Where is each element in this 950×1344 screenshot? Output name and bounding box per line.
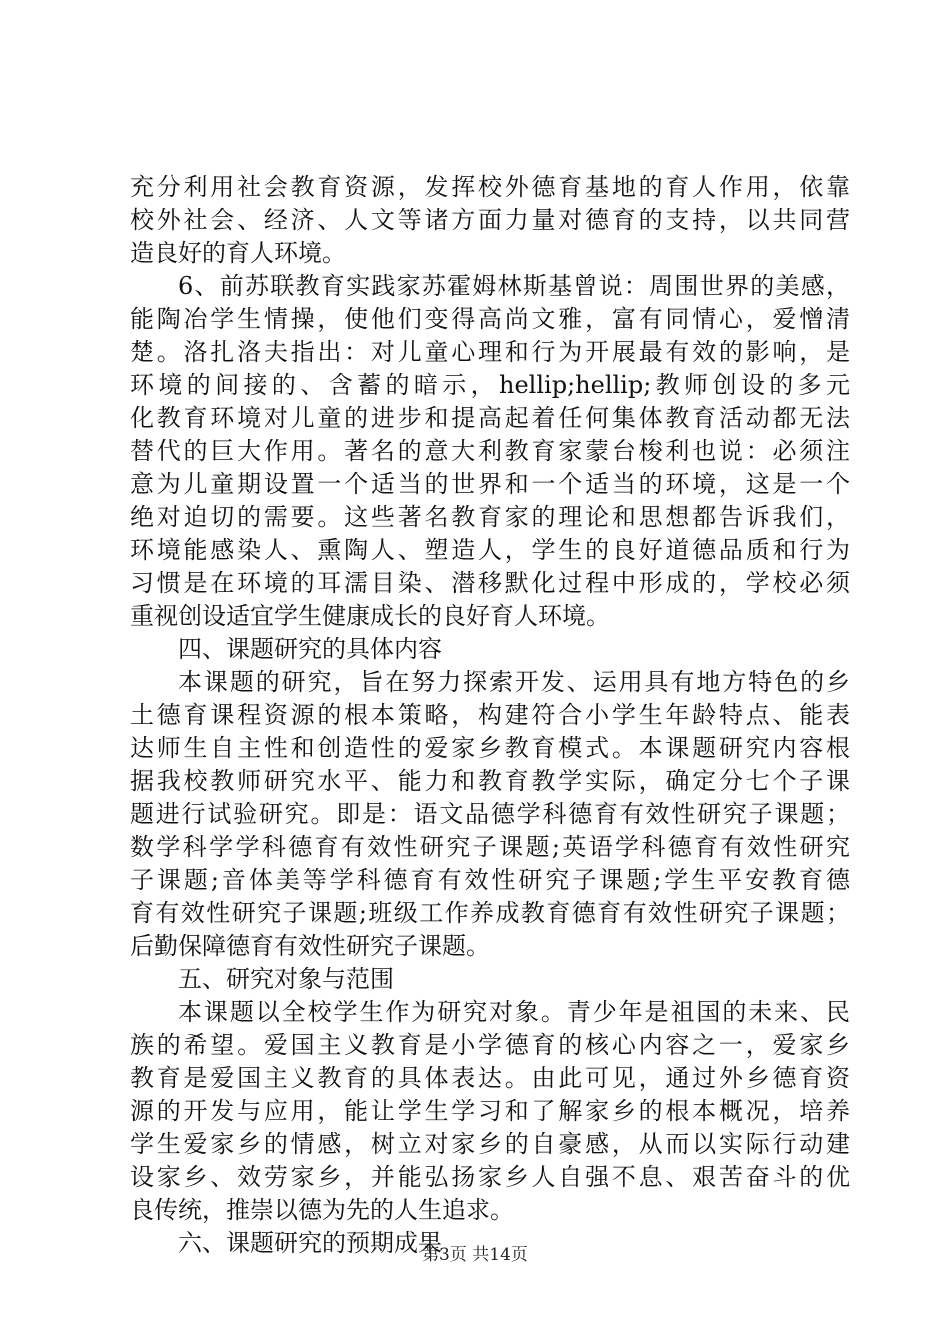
text-line: 习惯是在环境的耳濡目染、潜移默化过程中形成的，学校必须 xyxy=(130,569,850,597)
text-line: 教育是爱国主义教育的具体表达。由此可见，通过外乡德育资 xyxy=(130,1064,850,1092)
text-line: 造良好的育人环境。 xyxy=(130,239,346,267)
text-line: 良传统，推崇以德为先的人生追求。 xyxy=(130,1196,514,1224)
text-line: 能陶冶学生情操，使他们变得高尚文雅，富有同情心，爱憎清 xyxy=(130,305,850,333)
text-line: 充分利用社会教育资源，发挥校外德育基地的育人作用，依靠 xyxy=(130,173,850,201)
text-line: 据我校教师研究水平、能力和教育教学实际，确定分七个子课 xyxy=(130,767,850,795)
text-line: 数学科学学科德育有效性研究子课题;英语学科德育有效性研究 xyxy=(130,833,850,861)
text-line: 土德育课程资源的根本策略，构建符合小学生年龄特点、能表 xyxy=(130,701,850,729)
text-line: 设家乡、效劳家乡，并能弘扬家乡人自强不息、艰苦奋斗的优 xyxy=(130,1163,850,1191)
page-number-footer: 第3页 共14页 xyxy=(422,1245,528,1265)
text-line: 学生爱家乡的情感，树立对家乡的自豪感，从而以实际行动建 xyxy=(130,1130,850,1158)
text-line: 6、前苏联教育实践家苏霍姆林斯基曾说：周围世界的美感， xyxy=(178,272,850,300)
section-heading: 六、课题研究的预期成果 xyxy=(178,1229,442,1257)
text-line: 本课题以全校学生作为研究对象。青少年是祖国的未来、民 xyxy=(178,998,850,1026)
text-line: 校外社会、经济、人文等诸方面力量对德育的支持，以共同营 xyxy=(130,206,850,234)
text-line: 族的希望。爱国主义教育是小学德育的核心内容之一，爱家乡 xyxy=(130,1031,850,1059)
text-line: 源的开发与应用，能让学生学习和了解家乡的根本概况，培养 xyxy=(130,1097,850,1125)
text-line: 绝对迫切的需要。这些著名教育家的理论和思想都告诉我们， xyxy=(130,503,850,531)
document-body xyxy=(130,171,850,1260)
text-line: 后勤保障德育有效性研究子课题。 xyxy=(130,932,490,960)
section-heading: 四、课题研究的具体内容 xyxy=(178,635,442,663)
text-line: 环境的间接的、含蓄的暗示，hellip;hellip;教师创设的多元 xyxy=(130,371,850,399)
text-line: 替代的巨大作用。著名的意大利教育家蒙台梭利也说：必须注 xyxy=(130,437,850,465)
text-line: 子课题;音体美等学科德育有效性研究子课题;学生平安教育德 xyxy=(130,866,850,894)
text-line: 环境能感染人、熏陶人、塑造人，学生的良好道德品质和行为 xyxy=(130,536,850,564)
text-line: 达师生自主性和创造性的爱家乡教育模式。本课题研究内容根 xyxy=(130,734,850,762)
text-line: 化教育环境对儿童的进步和提高起着任何集体教育活动都无法 xyxy=(130,404,850,432)
text-line: 重视创设适宜学生健康成长的良好育人环境。 xyxy=(130,602,610,630)
text-line: 题进行试验研究。即是：语文品德学科德育有效性研究子课题； xyxy=(130,800,850,828)
text-line: 育有效性研究子课题;班级工作养成教育德育有效性研究子课题； xyxy=(130,899,850,927)
text-line: 楚。洛扎洛夫指出：对儿童心理和行为开展最有效的影响，是 xyxy=(130,338,850,366)
text-line: 意为儿童期设置一个适当的世界和一个适当的环境，这是一个 xyxy=(130,470,850,498)
section-heading: 五、研究对象与范围 xyxy=(178,965,394,993)
text-line: 本课题的研究，旨在努力探索开发、运用具有地方特色的乡 xyxy=(178,668,850,696)
